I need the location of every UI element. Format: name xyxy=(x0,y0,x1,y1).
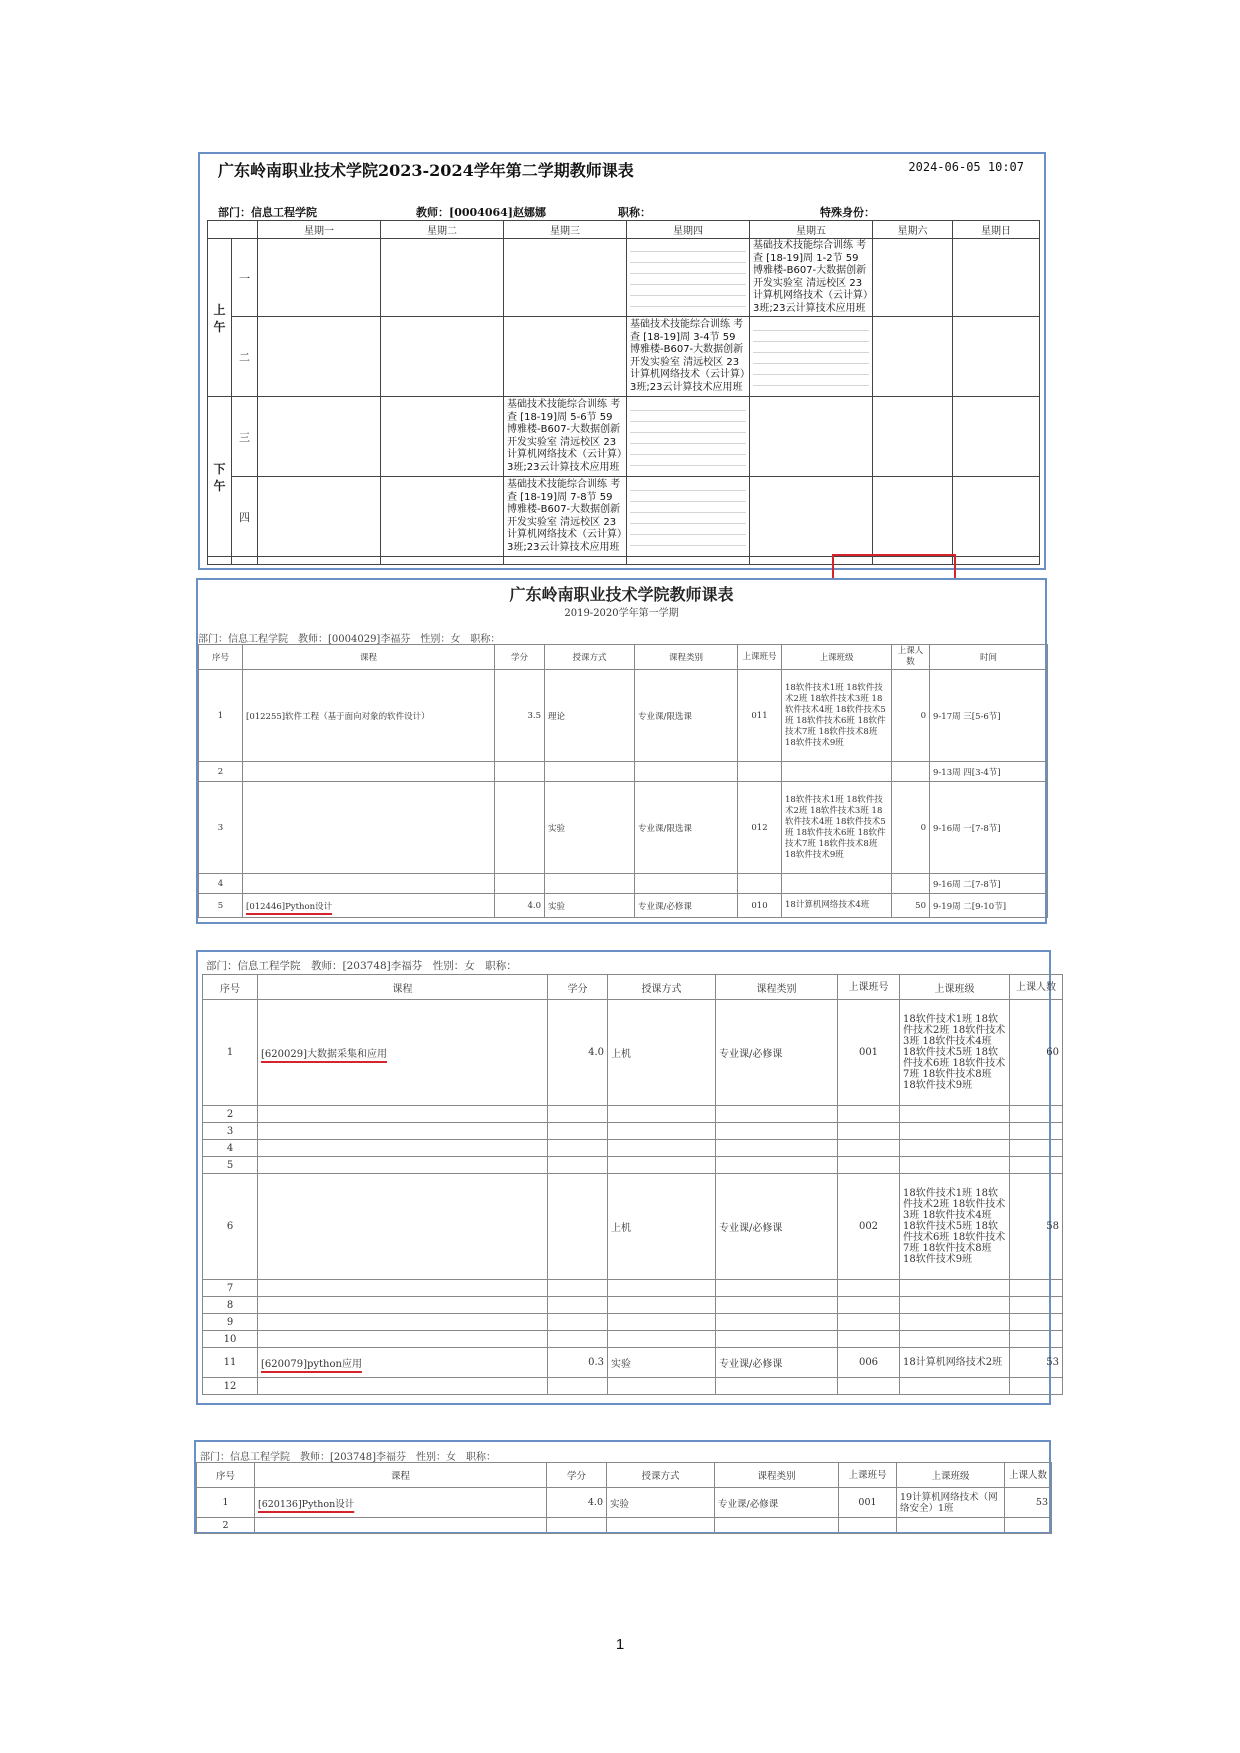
page-number: 1 xyxy=(615,1636,625,1653)
timestamp: 2024-06-05 10:07 xyxy=(908,160,1024,174)
table-row: 4 xyxy=(203,1140,1063,1157)
day-header: 星期一 xyxy=(258,221,381,239)
table4-meta: 部门：信息工程学院 教师：[203748]李福芬 性别：女 职称： xyxy=(200,1452,496,1463)
col-header: 序号 xyxy=(203,975,258,1000)
table-row: 3 xyxy=(203,1123,1063,1140)
col-header: 授课方式 xyxy=(608,975,716,1000)
faint-cell xyxy=(627,477,750,557)
day-header: 星期二 xyxy=(381,221,504,239)
col-header: 上课班级 xyxy=(900,975,1010,1000)
col-header: 上课班号 xyxy=(738,645,782,670)
table-row: 1 [012255]软件工程（基于面向对象的软件设计） 3.5 理论 专业课/限选课 011 18软件技术1班 18软件技术2班 18软件技术3班 18软件技术4班 18软件技术5班 18软件技术6班 18软件技术7班 18软件技术8班 18软件技术9班 0 9-17周 三[5-6节] xyxy=(199,670,1048,762)
col-header: 上课人数 xyxy=(1005,1463,1052,1488)
table2-meta: 部门：信息工程学院 教师：[0004029]李福芬 性别：女 职称： xyxy=(198,634,501,645)
table-row: 1 [620136]Python设计 4.0 实验 专业课/必修课 001 19计算机网络技术（网络安全）1班 53 xyxy=(197,1488,1052,1518)
col-header: 上课班号 xyxy=(839,1463,897,1488)
table-row: 7 xyxy=(203,1280,1063,1297)
course-list-2019-panel xyxy=(196,578,1047,924)
day-header: 星期五 xyxy=(750,221,873,239)
table-row: 2 9-13周 四[3-4节] xyxy=(199,762,1048,782)
rank-label: 职称： xyxy=(618,206,651,219)
period-label: 一 xyxy=(232,239,258,317)
table-row: 12 xyxy=(203,1378,1063,1395)
weekly-timetable-panel xyxy=(198,152,1046,570)
table-row: 6 上机 专业课/必修课 002 18软件技术1班 18软件技术2班 18软件技术3班 18软件技术4班 18软件技术5班 18软件技术6班 18软件技术7班 18软件技术8班 18软件技术9班 58 xyxy=(203,1174,1063,1280)
col-header: 上课人数 xyxy=(892,645,930,670)
col-header: 上课班级 xyxy=(782,645,892,670)
faint-cell xyxy=(627,239,750,317)
table2-subtitle: 2019-2020学年第一学期 xyxy=(564,608,679,619)
day-header: 星期四 xyxy=(627,221,750,239)
day-header: 星期日 xyxy=(953,221,1040,239)
col-header: 学分 xyxy=(547,1463,607,1488)
course-cell: 基础技术技能综合训练 考查 [18-19]周 1-2节 59 博雅楼-B607-大数据创新开发实验室 清远校区 23计算机网络技术（云计算）3班;23云计算技术应用班 xyxy=(750,239,873,317)
table-row: 5 [012446]Python设计 4.0 实验 专业课/必修课 010 18计算机网络技术4班 50 9-19周 二[9-10节] xyxy=(199,894,1048,918)
period-label: 二 xyxy=(232,317,258,397)
table-row: 2 xyxy=(197,1518,1052,1534)
day-header: 星期三 xyxy=(504,221,627,239)
corner-cell xyxy=(208,221,258,239)
table2-title: 广东岭南职业技术学院教师课表 xyxy=(509,585,734,604)
period-label: 三 xyxy=(232,397,258,477)
col-header: 课程类别 xyxy=(716,975,838,1000)
course-cell: 基础技术技能综合训练 考查 [18-19]周 5-6节 59 博雅楼-B607-大数据创新开发实验室 清远校区 23计算机网络技术（云计算）3班;23云计算技术应用班 xyxy=(504,397,627,477)
day-header: 星期六 xyxy=(873,221,953,239)
course-name-underlined: [620136]Python设计 xyxy=(258,1498,355,1510)
teacher-label: 教师：[0004064]赵娜娜 xyxy=(416,206,546,219)
table-row: 5 xyxy=(203,1157,1063,1174)
col-header: 课程 xyxy=(255,1463,547,1488)
course-name-underlined: [012446]Python设计 xyxy=(246,901,333,912)
col-header: 课程 xyxy=(258,975,548,1000)
table-row: 10 xyxy=(203,1331,1063,1348)
table-row: 2 xyxy=(203,1106,1063,1123)
table3-meta: 部门：信息工程学院 教师：[203748]李福芬 性别：女 职称： xyxy=(206,960,517,972)
weekly-title: 广东岭南职业技术学院2023-2024学年第二学期教师课表 xyxy=(218,161,634,180)
course-name-underlined: [620029]大数据采集和应用 xyxy=(261,1049,387,1060)
col-header: 授课方式 xyxy=(545,645,635,670)
col-header: 学分 xyxy=(495,645,545,670)
col-header: 序号 xyxy=(199,645,243,670)
period-label: 四 xyxy=(232,477,258,557)
faint-cell xyxy=(750,317,873,397)
col-header: 上课班号 xyxy=(838,975,900,1000)
col-header: 课程类别 xyxy=(635,645,738,670)
table-row: 1 [620029]大数据采集和应用 4.0 上机 专业课/必修课 001 18软件技术1班 18软件技术2班 18软件技术3班 18软件技术4班 18软件技术5班 18软件技术6班 18软件技术7班 18软件技术8班 18软件技术9班 60 xyxy=(203,1000,1063,1106)
table4-grid xyxy=(196,1462,1052,1534)
col-header: 序号 xyxy=(197,1463,255,1488)
table-row: 3 实验 专业课/限选课 012 18软件技术1班 18软件技术2班 18软件技术3班 18软件技术4班 18软件技术5班 18软件技术6班 18软件技术7班 18软件技术8班 18软件技术9班 0 9-16周 一[7-8节] xyxy=(199,782,1048,874)
table-row: 11 [620079]python应用 0.3 实验 专业课/必修课 006 18计算机网络技术2班 53 xyxy=(203,1348,1063,1378)
table3-grid xyxy=(202,974,1063,1395)
faint-cell xyxy=(627,397,750,477)
course-cell: 基础技术技能综合训练 考查 [18-19]周 3-4节 59 博雅楼-B607-大数据创新开发实验室 清远校区 23计算机网络技术（云计算）3班;23云计算技术应用班 xyxy=(627,317,750,397)
table2-grid xyxy=(198,644,1048,918)
col-header: 时间 xyxy=(930,645,1048,670)
col-header: 课程 xyxy=(243,645,495,670)
half-day-morning: 上 午 xyxy=(208,239,232,397)
course-list-panel-4 xyxy=(194,1440,1051,1534)
table-row: 4 9-16周 二[7-8节] xyxy=(199,874,1048,894)
col-header: 上课班级 xyxy=(897,1463,1005,1488)
table-row: 9 xyxy=(203,1314,1063,1331)
half-day-afternoon: 下 午 xyxy=(208,397,232,557)
course-list-panel-3 xyxy=(196,950,1059,1405)
col-header: 上课人数 xyxy=(1010,975,1063,1000)
special-label: 特殊身份： xyxy=(820,206,875,219)
course-name-underlined: [620079]python应用 xyxy=(261,1359,362,1370)
col-header: 课程类别 xyxy=(715,1463,839,1488)
col-header: 学分 xyxy=(548,975,608,1000)
weekly-grid xyxy=(207,220,1040,565)
col-header: 授课方式 xyxy=(607,1463,715,1488)
course-cell: 基础技术技能综合训练 考查 [18-19]周 7-8节 59 博雅楼-B607-大数据创新开发实验室 清远校区 23计算机网络技术（云计算）3班;23云计算技术应用班 xyxy=(504,477,627,557)
dept-label: 部门：信息工程学院 xyxy=(218,206,317,219)
table-row: 8 xyxy=(203,1297,1063,1314)
